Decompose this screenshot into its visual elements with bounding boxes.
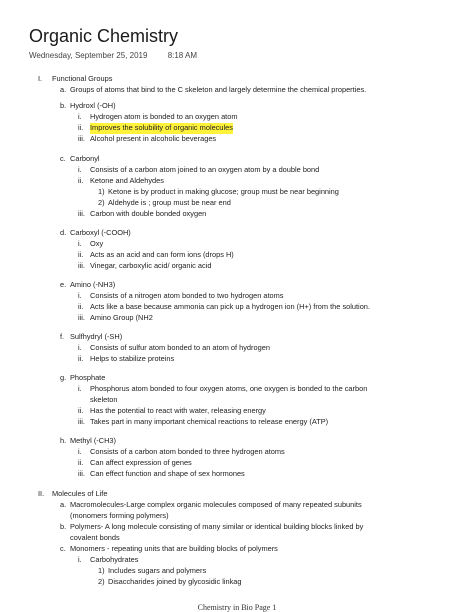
outline-marker: iii.: [78, 417, 85, 426]
outline-marker: II.: [38, 489, 45, 498]
outline-text: Polymers- A long molecule consisting of many similar or identical building blocks linked by: [70, 522, 364, 531]
outline-text: Can affect expression of genes: [90, 458, 192, 467]
outline-text: Ketone and Aldehydes: [90, 176, 164, 185]
outline-marker: e.: [60, 280, 67, 289]
outline-text: Amino Group (NH2: [90, 313, 153, 322]
outline-marker: I.: [38, 74, 43, 83]
outline-text: Can effect function and shape of sex hormones: [90, 469, 245, 478]
page-title: Organic Chemistry: [29, 26, 179, 46]
outline-text: Phosphate: [70, 373, 106, 382]
outline-text: Carboxyl (-COOH): [70, 228, 131, 237]
outline-marker: g.: [60, 373, 67, 382]
outline-text: Alcohol present in alcoholic beverages: [90, 134, 217, 143]
outline-marker: a.: [60, 85, 67, 94]
outline-text: Acts as an acid and can form ions (drops H): [90, 250, 234, 259]
outline-text: Oxy: [90, 239, 104, 248]
outline-text-highlighted: Improves the solubility of organic molecules: [90, 123, 233, 132]
page-meta: [29, 51, 215, 60]
outline-marker: b.: [60, 522, 67, 531]
outline-marker: c.: [60, 154, 66, 163]
outline-marker: ii.: [78, 250, 84, 259]
outline-text: Carbon with double bonded oxygen: [90, 209, 207, 218]
outline-marker: iii.: [78, 134, 85, 143]
outline-marker: ii.: [78, 176, 84, 185]
outline-marker: iii.: [78, 209, 85, 218]
outline-marker: i.: [78, 239, 82, 248]
outline-marker: c.: [60, 544, 66, 553]
outline-text: Consists of sulfur atom bonded to an atom of hydrogen: [90, 343, 270, 352]
outline-marker: h.: [60, 436, 67, 445]
outline-marker: b.: [60, 101, 67, 110]
outline-text: Helps to stabilize proteins: [90, 354, 175, 363]
outline-text: Hydrogen atom is bonded to an oxygen atom: [90, 112, 238, 121]
page-time: 8:18 AM: [167, 51, 198, 60]
outline-text: Monomers - repeating units that are building blocks of polymers: [70, 544, 278, 553]
outline-text: Acts like a base because ammonia can pick up a hydrogen ion (H+) from the solution.: [90, 302, 370, 311]
outline-text: Consists of a carbon atom bonded to three hydrogen atoms: [90, 447, 285, 456]
outline-text: Amino (-NH3): [70, 280, 116, 289]
outline-marker: 2): [98, 198, 105, 207]
outline-marker: ii.: [78, 354, 84, 363]
outline-text: skeleton: [90, 395, 118, 404]
outline-text: Methyl (-CH3): [70, 436, 116, 445]
outline-text: Disaccharides joined by glycosidic linkag: [108, 577, 242, 586]
outline-marker: i.: [78, 447, 82, 456]
outline-text: Takes part in many important chemical reactions to release energy (ATP): [90, 417, 329, 426]
outline-marker: i.: [78, 112, 82, 121]
outline-text: Phosphorus atom bonded to four oxygen atoms, one oxygen is bonded to the carbon: [90, 384, 368, 393]
outline-text: Vinegar, carboxylic acid/ organic acid: [90, 261, 212, 270]
outline-marker: d.: [60, 228, 67, 237]
outline-marker: ii.: [78, 302, 84, 311]
outline-marker: i.: [78, 165, 82, 174]
outline-marker: 1): [98, 566, 105, 575]
outline-text: (monomers forming polymers): [70, 511, 169, 520]
outline-text: Consists of a nitrogen atom bonded to two hydrogen atoms: [90, 291, 284, 300]
outline-marker: i.: [78, 384, 82, 393]
outline-text: Includes sugars and polymers: [108, 566, 207, 575]
outline-marker: a.: [60, 500, 67, 509]
outline-text: Hydroxl (-OH): [70, 101, 116, 110]
outline-text: Ketone is by product in making glucose; group must be near beginning: [108, 187, 339, 196]
outline-marker: i.: [78, 555, 82, 564]
outline-text: Functional Groups: [52, 74, 113, 83]
outline-marker: 1): [98, 187, 105, 196]
outline-text: Sulfhydryl (-SH): [70, 332, 123, 341]
outline-marker: iii.: [78, 469, 85, 478]
outline-text: Consists of a carbon atom joined to an oxygen atom by a double bond: [90, 165, 320, 174]
page-date: Wednesday, September 25, 2019: [29, 51, 148, 60]
outline-text: Macromolecules-Large complex organic molecules composed of many repeated subunits: [70, 500, 362, 509]
outline-marker: i.: [78, 343, 82, 352]
outline-text: covalent bonds: [70, 533, 120, 542]
outline-marker: iii.: [78, 261, 85, 270]
outline-marker: f.: [60, 332, 65, 341]
outline-text: Carbohydrates: [90, 555, 139, 564]
outline-text: Carbonyl: [70, 154, 100, 163]
outline-marker: 2): [98, 577, 105, 586]
outline-text: Has the potential to react with water, releasing energy: [90, 406, 266, 415]
page-footer: Chemistry in Bio Page 1: [197, 603, 277, 612]
outline-marker: ii.: [78, 406, 84, 415]
outline-marker: ii.: [78, 123, 84, 132]
outline-marker: iii.: [78, 313, 85, 322]
outline-text: Groups of atoms that bind to the C skeleton and largely determine the chemical properties.: [70, 85, 367, 94]
outline-marker: i.: [78, 291, 82, 300]
outline-text: Aldehyde is ; group must be near end: [108, 198, 231, 207]
outline-text: Molecules of Life: [52, 489, 108, 498]
outline-marker: ii.: [78, 458, 84, 467]
